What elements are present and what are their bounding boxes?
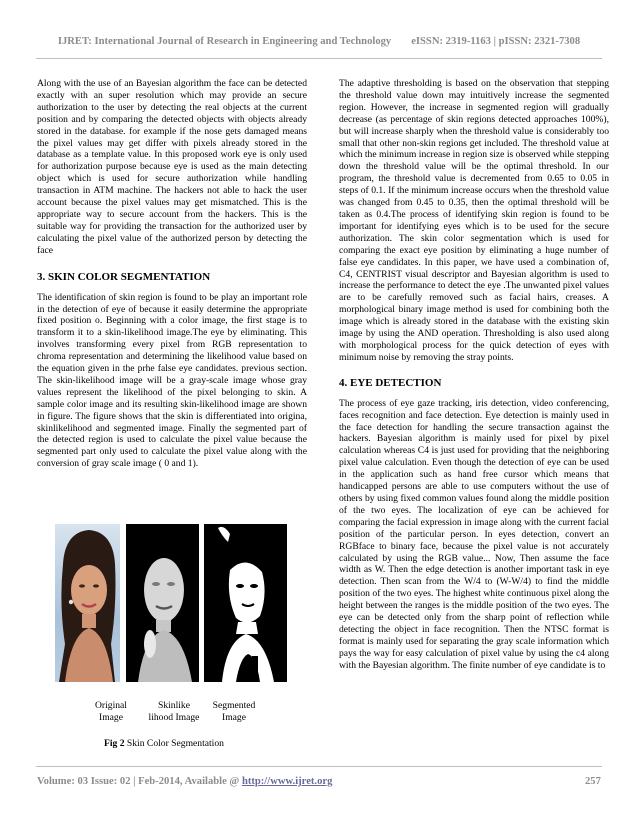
footer-volume: Volume: 03 Issue: 02 | Feb-2014, Available @ http://www.ijret.org xyxy=(37,776,333,787)
journal-title: IJRET: International Journal of Research in Engineering and Technology xyxy=(57,36,392,47)
left-column xyxy=(37,78,307,470)
section-heading-eye-detection: 4. EYE DETECTION xyxy=(339,376,442,389)
footer-rule xyxy=(36,766,602,767)
caption-skinlikelihood: Skinlike lihood Image xyxy=(148,700,200,723)
header-rule xyxy=(36,58,602,59)
skin-color-paragraph: The identification of skin region is found to be play an important role in the detection of eye of because it easily determine the appropriate fixed position o. Beginning with a color image, the first stage is to transform it to a skin-likelihood image.The eye by eliminating. This involves transforming every pixel from RGB representation to chroma representation and determining the likelihood value based on the equation given in the prhe false eye candidates. previous section. The skin-likelihood image will be a gray-scale image whose gray values represent the likelihood of the pixel belonging to skin. A sample color image and its resulting skin-likelihood image are shown in figure. The figure shows that the skin is differentiated into origina, skinlikelihood and segmented image. Finally the segmented part of the detected region is used to calculate the pixel value because the segmented part only used to calculate the pixel value along with the conversion of gray scale image ( 0 and 1). xyxy=(37,291,307,470)
running-header xyxy=(0,36,638,47)
segmented-image xyxy=(204,524,287,682)
figure-title xyxy=(104,738,224,749)
caption-segmented: Segmented Image xyxy=(212,700,256,723)
original-image xyxy=(55,524,120,682)
eye-detection-paragraph: The process of eye gaze tracking, iris detection, video conferencing, faces recognition and face detection. Eye detection is mainly used in the face detection for handling the secure transaction against the hackers. Bayesian algorithm is mainly used for pixel by pixel calculation whereas C4 is just used for providing that the neighboring pixel value calculation. Even though the detection of eye can be used in the application such as hand free cursor which means that handicapped persons are able to use computers without the use of others by using fixed common values found along the middle position of the two eyes. The localization of eye can be achieved for comparing the facial expression in image along with the current facial position of the particular person. In eyes detection, convert an RGBface to binary face, because the pixel value is not accurately calculated by using the RGB value... Now, Then assume the face width as W. Then the edge detection is another important task in eye detection. Then scan from the W/4 to (W-W/4) to find the middle position of the two eyes. The highest white continuous pixel along the height between the ranges is the middle position of the two eyes. The eye can be detected only from the sharp point of reflection while detecting the object in face recognition. Then the NTSC format is format is mainly used for separating the gray scale information which pays the way for easy calculation of pixel value by using the c4 along with the Bayesian algorithm. The finite number of eye candidate is to xyxy=(339,397,609,671)
issn-text: eISSN: 2319-1163 | pISSN: 2321-7308 xyxy=(411,36,581,47)
intro-paragraph: Along with the use of an Bayesian algorithm the face can be detected exactly with an super resolution which may provide an secure authorization to the user by detecting the real objects at the current position and by comparing the detected objects with objects already stored in the database. for example if the nose gets damaged means the pixel values may get differ with pixels already stored in the database as a template value. In this proposed work eye is only used for authorization purpose because eye is used as the main detecting object which is used for secure authorization while handling transaction in ATM machine. The hackers not able to hack the user account because the pixel values may get mismatched. This is the appropriate way to secure account from the hackers. This is the suitable way for providing the transaction for the authorized user by calculating the pixel value of the authorized person by detecting the face xyxy=(37,78,307,256)
page-number: 257 xyxy=(585,776,601,787)
figure-title-text: Skin Color Segmentation xyxy=(124,738,224,749)
caption-original: Original Image xyxy=(95,700,127,723)
figure-skin-segmentation xyxy=(55,524,287,682)
right-column xyxy=(339,78,609,672)
skin-likelihood-image xyxy=(126,524,199,682)
thresholding-paragraph: The adaptive thresholding is based on the observation that stepping the threshold value down may intuitively increase the segmented region. However, the increase in segmented region will gradually decrease (as percentage of skin regions detected approaches 100%), but will increase sharply when the threshold value is considerably too small that other non-skin regions get included. The threshold value at which the minimum increase in region size is observed while stepping down the threshold value will be the optimal threshold. In our program, the threshold value is decremented from 0.65 to 0.05 in steps of 0.1. If the minimum increase occurs when the threshold value was changed from 0.45 to 0.35, then the optimal threshold will be taken as 0.4.The process of identifying skin region is found to be important for identifying eyes which is to be used for the secure authorization. The skin color segmentation which is used for comparing the exact eye position by eliminating a huge number of false eye candidates. In this paper, we have used a combination of, C4, CENTRIST visual descriptor and Bayesian algorithm is used to increase the performance to detect the eye .The unwanted pixel values are to be carefully removed such as facial hairs, creases. A morphological binary image method is used for combining both the image which is already stored in the database with the existing skin image by using the AND operation. Thresholding is also used along with morphological process for the quick detection of eyes with minimum noise by removing the stray points. xyxy=(339,78,609,363)
figure-number: Fig 2 xyxy=(104,738,125,749)
section-heading-skin-color: 3. SKIN COLOR SEGMENTATION xyxy=(37,270,211,283)
journal-link[interactable]: http://www.ijret.org xyxy=(241,776,333,787)
